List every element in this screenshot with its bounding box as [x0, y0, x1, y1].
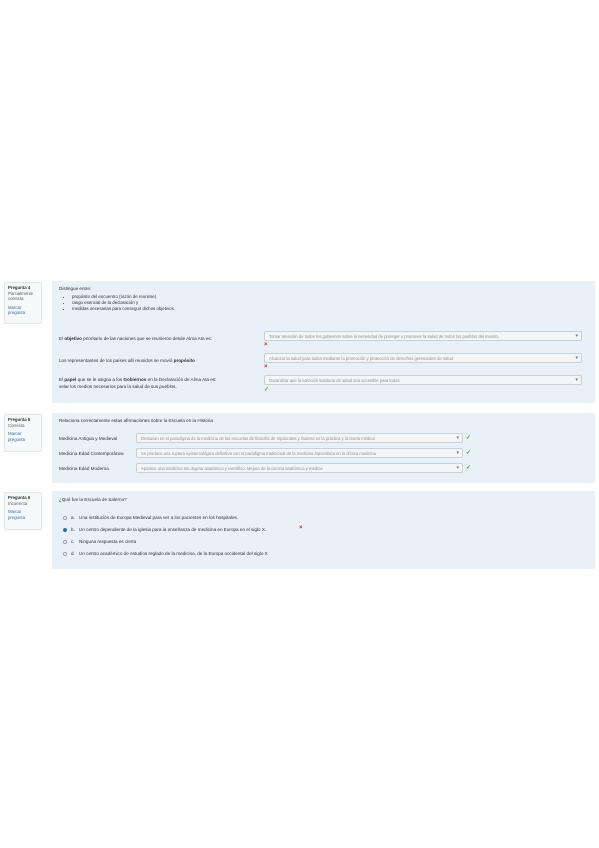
- correct-icon: ✓: [466, 435, 472, 441]
- option-letter: b.: [71, 527, 75, 532]
- question-status: Incorrecta: [8, 500, 28, 506]
- incorrect-icon: ×: [264, 364, 268, 370]
- bullet-list: [58, 294, 175, 313]
- option-text: Un centro académico de estudios reglado de la medicina, de la Europa occidental del siglo X: [79, 551, 268, 556]
- chevron-down-icon: ▾: [456, 465, 459, 471]
- question-card-5: [52, 413, 595, 483]
- question-card-6: [52, 491, 595, 569]
- bullet-item: • rasgo esencial de la declaración y: [72, 300, 175, 306]
- flag-question-link[interactable]: Marcar pregunta: [8, 509, 25, 520]
- option-radio-d[interactable]: [63, 552, 67, 556]
- answer-select[interactable]: Aparece una medicina sin dogma anatómico y científico. Mejora de la ciencia anatómica y médica ▾: [136, 463, 463, 473]
- question-info-4: [4, 282, 42, 324]
- match-row-label-cont: velar los medios necesarios para la salud de sus pueblos.: [59, 384, 177, 389]
- match-row-label: Los representantes de los países allí reunidos se movió propósito: [59, 358, 195, 363]
- question-status: Correcta: [8, 422, 25, 428]
- bullet-item: • propósito del encuentro (razón de reunirse): [72, 294, 175, 300]
- option-text: Un centro dependiente de la iglesia para la enseñanza de medicina en Europa en el siglo X.: [79, 527, 267, 532]
- question-intro: Relaciona correctamente estas afirmaciones sobre la Escuela en la Historia: [59, 418, 213, 423]
- answer-select[interactable]: Tomar atención de todos los gobiernos sobre la necesidad de proteger y promover la salud de todos los pueblos del mundo. ▾: [264, 331, 582, 341]
- question-status: Parcialmente correcta: [8, 290, 34, 301]
- chevron-down-icon: ▾: [456, 450, 459, 456]
- question-info-6: [4, 492, 42, 530]
- answer-select[interactable]: Garantizar que la atención sanitaria de salud sea accesible para todos ▾: [264, 375, 582, 385]
- flag-question-link[interactable]: Marcar pregunta: [8, 431, 25, 442]
- option-letter: d.: [71, 551, 75, 556]
- question-number: Pregunta 6: [8, 495, 31, 500]
- answer-select[interactable]: Se produce una ruptura epistemológica definitiva con el paradigma tradicional de la medicina hipocrática en la clínica moderna ▾: [136, 448, 463, 458]
- correct-icon: ✓: [264, 387, 270, 393]
- option-text: Ninguna respuesta es cierta: [79, 539, 137, 544]
- match-row-label: Medicina Edad Moderna: [59, 466, 109, 471]
- answer-select[interactable]: Alcanzar la salud para todos mediante la promoción y protección de derechos gerenciales de salud ▾: [264, 353, 582, 363]
- chevron-down-icon: ▾: [575, 333, 578, 339]
- match-row-label: El objetivo prioritario de las naciones que se reunieron desde Alma Ata es:: [59, 336, 212, 341]
- question-info-5: [4, 414, 42, 452]
- option-text: Una institución de Europa Medieval para ver a los pacientes en los hospitales.: [79, 515, 239, 520]
- option-radio-c[interactable]: [63, 540, 67, 544]
- question-number: Pregunta 4: [8, 285, 31, 290]
- flag-question-link[interactable]: Marcar pregunta: [8, 304, 25, 315]
- question-intro: Distingue entre:: [59, 286, 92, 291]
- correct-icon: ✓: [466, 450, 472, 456]
- answer-select[interactable]: Destacan en el paradigma de la medicina de las escuelas de filosofía de Hipócrates y Galeno en la práctica y la teoría médica ▾: [136, 433, 463, 443]
- incorrect-icon: ×: [264, 342, 268, 348]
- incorrect-icon: ×: [299, 525, 303, 531]
- option-radio-a[interactable]: [63, 516, 67, 520]
- chevron-down-icon: ▾: [575, 355, 578, 361]
- bullet-item: • medidas necesarias para conseguir dichos objetivos.: [72, 306, 175, 312]
- match-row-label: Medicina Antigua y Medieval: [59, 436, 118, 441]
- option-letter: a.: [71, 515, 75, 520]
- correct-icon: ✓: [466, 465, 472, 471]
- chevron-down-icon: ▾: [456, 435, 459, 441]
- question-text: ¿Qué fue la Escuela de Salerno?: [59, 497, 127, 502]
- match-row-label: El papel que se le asigna a los Gobiernos en la Declaración de Alma Ata es:: [59, 377, 217, 382]
- option-letter: c.: [71, 539, 75, 544]
- chevron-down-icon: ▾: [575, 377, 578, 383]
- match-row-label: Medicina Edad Contemporánea: [59, 451, 124, 456]
- question-number: Pregunta 5: [8, 417, 31, 422]
- option-radio-b[interactable]: [63, 528, 67, 532]
- question-card-4: [52, 281, 595, 403]
